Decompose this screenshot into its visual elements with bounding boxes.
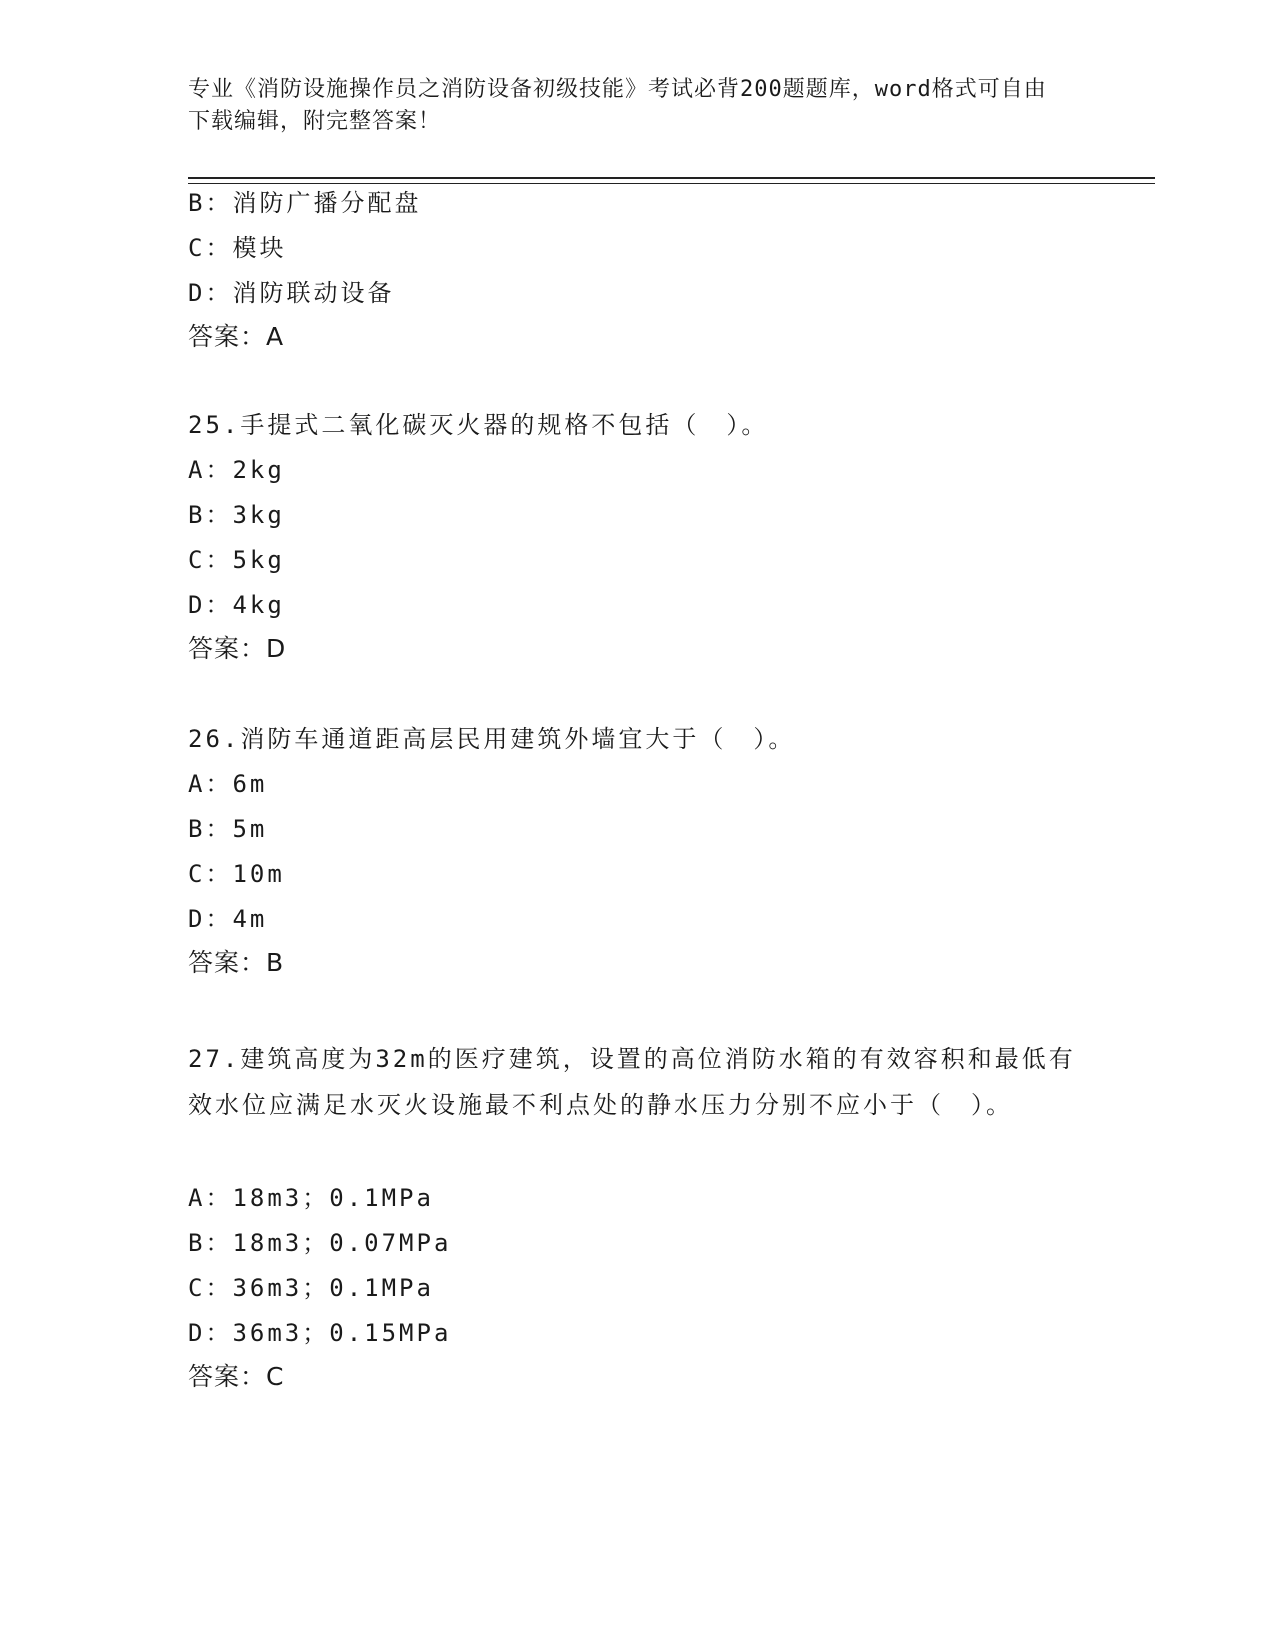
q25-option-c: C：5kg <box>188 546 285 574</box>
q27-option-a: A：18m3；0.1MPa <box>188 1184 434 1212</box>
q26-answer: 答案：B <box>188 948 285 977</box>
question-27-stem: 27.建筑高度为32m的医疗建筑，设置的高位消防水箱的有效容积和最低有效水位应满足水灭火设施最不利点处的静水压力分别不应小于（ ）。 <box>188 1045 1076 1119</box>
question-26-stem: 26.消防车通道距高层民用建筑外墙宜大于（ ）。 <box>188 725 796 753</box>
q25-option-a: A：2kg <box>188 456 285 484</box>
header-divider-thin <box>188 183 1155 184</box>
q25-option-b: B：3kg <box>188 501 285 529</box>
q25-option-d: D：4kg <box>188 591 285 619</box>
option-c: C：模块 <box>188 234 287 262</box>
option-d: D：消防联动设备 <box>188 279 395 307</box>
q27-option-b: B：18m3；0.07MPa <box>188 1229 452 1257</box>
q26-option-d: D：4m <box>188 905 268 933</box>
q26-option-c: C：10m <box>188 860 285 888</box>
document-header: 专业《消防设施操作员之消防设备初级技能》考试必背200题题库，word格式可自由下载编辑，附完整答案！ <box>188 77 1047 134</box>
q27-option-d: D：36m3；0.15MPa <box>188 1319 452 1347</box>
q26-option-a: A：6m <box>188 770 268 798</box>
q26-option-b: B：5m <box>188 815 268 843</box>
q27-option-c: C：36m3；0.1MPa <box>188 1274 434 1302</box>
q25-answer: 答案：D <box>188 634 287 663</box>
header-divider-thick <box>188 177 1155 179</box>
q27-answer: 答案：C <box>188 1362 285 1391</box>
answer-line: 答案：A <box>188 322 285 351</box>
option-b: B：消防广播分配盘 <box>188 189 422 217</box>
question-25-stem: 25.手提式二氧化碳灭火器的规格不包括（ ）。 <box>188 411 769 439</box>
